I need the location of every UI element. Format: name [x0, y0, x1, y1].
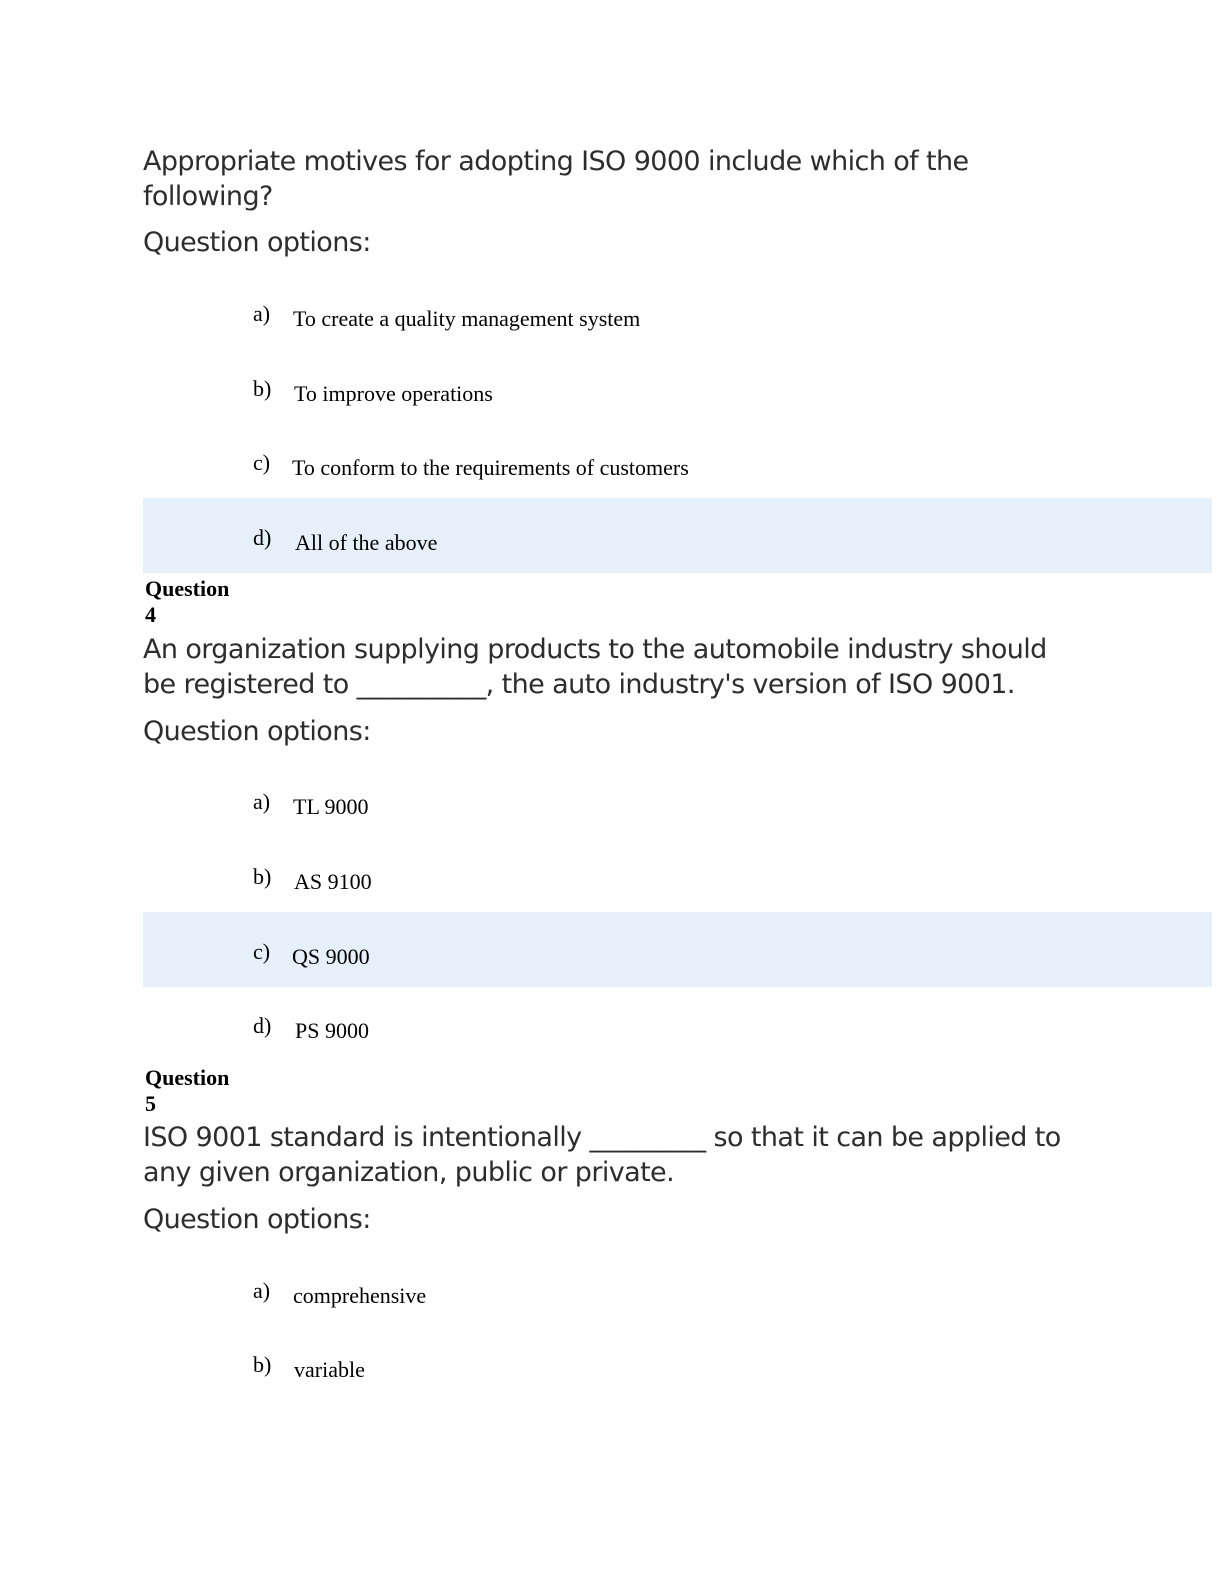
option-text: QS 9000: [292, 944, 370, 969]
option-letter: b): [253, 376, 272, 401]
question-5-header: [145, 1065, 229, 1117]
option-text: To conform to the requirements of customers: [292, 455, 689, 480]
question-4-option-d[interactable]: [143, 986, 1212, 1061]
question-5-option-b[interactable]: [143, 1325, 1212, 1400]
option-text: All of the above: [295, 530, 438, 555]
question-3-option-b[interactable]: [143, 349, 1212, 424]
question-number: 4: [145, 602, 156, 627]
question-3-option-a[interactable]: [143, 274, 1212, 349]
option-letter: a): [253, 789, 271, 814]
question-3-prompt: Appropriate motives for adopting ISO 9000 include which of the following?: [143, 146, 969, 212]
question-4-option-b[interactable]: [143, 837, 1212, 912]
question-4-options-label: Question options:: [143, 716, 371, 747]
option-letter: b): [253, 1352, 272, 1377]
option-text: To improve operations: [294, 381, 493, 406]
option-text: variable: [294, 1357, 365, 1382]
question-3-option-d-selected[interactable]: [143, 498, 1212, 573]
question-3-options-label: Question options:: [143, 227, 371, 258]
question-label: Question: [145, 1065, 230, 1090]
question-4-option-c-selected[interactable]: [143, 912, 1212, 987]
option-letter: d): [253, 525, 272, 550]
question-4-header: [145, 576, 229, 628]
question-number: 5: [145, 1091, 156, 1116]
option-letter: d): [253, 1013, 272, 1038]
question-label: Question: [145, 576, 230, 601]
option-text: AS 9100: [294, 869, 372, 894]
question-5-prompt: ISO 9001 standard is intentionally _________ so that it can be applied to any given organization, public or private.: [143, 1122, 1061, 1188]
option-text: comprehensive: [293, 1283, 427, 1308]
question-3-option-c[interactable]: [143, 423, 1212, 498]
option-text: To create a quality management system: [293, 306, 641, 331]
option-letter: b): [253, 864, 272, 889]
option-letter: c): [253, 450, 271, 475]
question-5-option-a[interactable]: [143, 1251, 1212, 1326]
option-text: TL 9000: [293, 794, 369, 819]
option-letter: a): [253, 301, 271, 326]
question-4-prompt: An organization supplying products to the automobile industry should be registered to __________, the auto industry's version of ISO 9001.: [143, 634, 1047, 700]
option-text: PS 9000: [295, 1018, 369, 1043]
option-letter: c): [253, 939, 271, 964]
question-5-options-label: Question options:: [143, 1204, 371, 1235]
question-4-option-a[interactable]: [143, 762, 1212, 837]
option-letter: a): [253, 1278, 271, 1303]
